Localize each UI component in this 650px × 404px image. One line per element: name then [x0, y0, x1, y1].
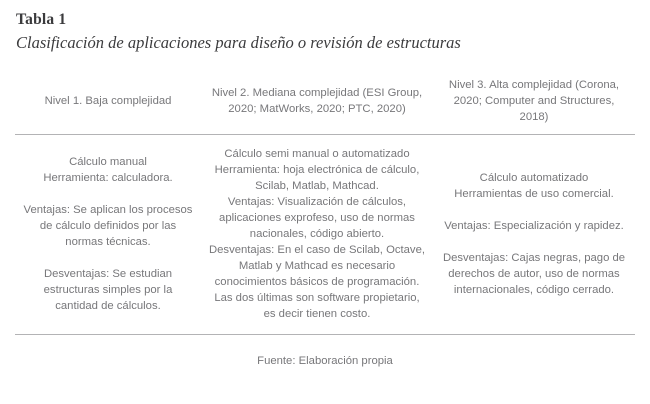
cell-nivel-2	[201, 135, 433, 335]
column-header-nivel-1: Nivel 1. Baja complejidad	[15, 65, 201, 135]
table-body	[15, 135, 635, 335]
column-header-nivel-2: Nivel 2. Mediana complejidad (ESI Group, 2020; MatWorks, 2020; PTC, 2020)	[201, 65, 433, 135]
cell-nivel-1-line-2: Herramienta: calculadora.	[43, 172, 173, 184]
classification-table	[15, 65, 635, 335]
cell-nivel-2-desventajas: Desventajas: En el caso de Scilab, Octave, Matlab y Mathcad es necesario conocimientos básicos de programación. Las dos últimas son software propietario, es decir tienen costo.	[208, 244, 425, 320]
cell-nivel-2-ventajas: Ventajas: Visualización de cálculos, aplicaciones exprofeso, uso de normas nacionales, código abierto.	[219, 196, 415, 240]
cell-nivel-3-ventajas: Ventajas: Especialización y rapidez.	[444, 220, 624, 232]
table-caption	[0, 0, 650, 55]
source-note: Fuente: Elaboración propia	[257, 355, 393, 367]
table-container	[15, 65, 635, 369]
table-header-row	[15, 65, 635, 135]
cell-nivel-1-line-1: Cálculo manual	[69, 156, 147, 168]
cell-nivel-2-line-2: Herramienta: hoja electrónica de cálculo, Scilab, Matlab, Mathcad.	[214, 164, 420, 192]
cell-nivel-3-line-1: Cálculo automatizado	[479, 172, 589, 184]
cell-nivel-2-line-1: Cálculo semi manual o automatizado	[224, 148, 410, 160]
cell-nivel-1	[15, 135, 201, 335]
table-number: Tabla 1	[16, 11, 67, 28]
table-row	[15, 135, 635, 335]
cell-nivel-3-line-2: Herramientas de uso comercial.	[454, 188, 614, 200]
cell-nivel-3	[433, 135, 635, 335]
column-header-nivel-3: Nivel 3. Alta complejidad (Corona, 2020; Computer and Structures, 2018)	[433, 65, 635, 135]
table-header	[15, 65, 635, 135]
cell-nivel-1-desventajas: Desventajas: Se estudian estructuras simples por la cantidad de cálculos.	[43, 268, 173, 312]
cell-nivel-1-ventajas: Ventajas: Se aplican los procesos de cálculo definidos por las normas técnicas.	[23, 204, 193, 248]
table-title: Clasificación de aplicaciones para diseño o revisión de estructuras	[16, 33, 461, 52]
cell-nivel-3-desventajas: Desventajas: Cajas negras, pago de derechos de autor, uso de normas internacionales, código cerrado.	[442, 252, 626, 296]
